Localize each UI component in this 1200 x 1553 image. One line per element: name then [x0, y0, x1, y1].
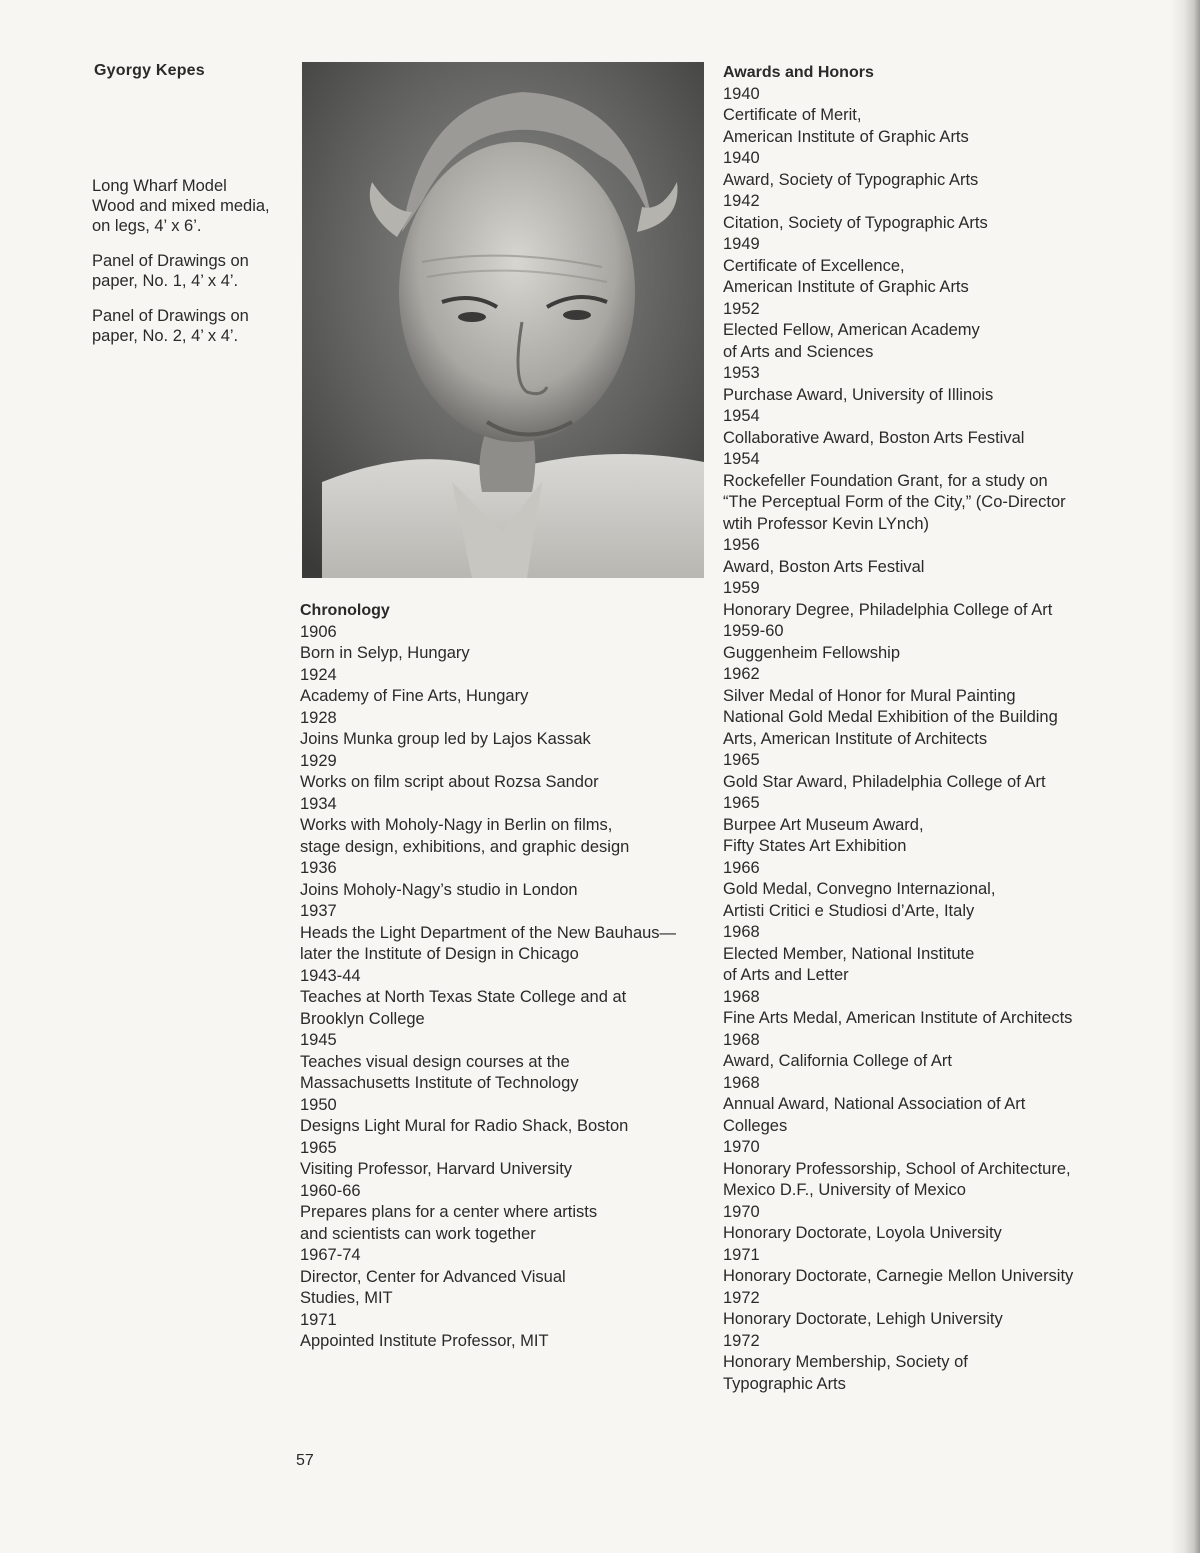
entry-year: 1959	[723, 579, 760, 597]
entry-description: Brooklyn College	[300, 1009, 425, 1028]
entry-year: 1972	[723, 1288, 760, 1307]
entry-year: 1970	[723, 1202, 760, 1221]
entry-description: Teaches at North Texas State College and at	[300, 988, 627, 1006]
entry-description: later the Institute of Design in Chicago	[300, 945, 579, 963]
work-line: Panel of Drawings on	[92, 307, 249, 325]
chronology-entry	[300, 901, 720, 966]
entry-year: 1968	[723, 923, 760, 941]
entry-description: Honorary Degree, Philadelphia College of Art	[723, 600, 1053, 619]
work-line: paper, No. 1, 4’ x 4’.	[92, 272, 239, 290]
entry-year: 1952	[723, 299, 760, 318]
entry-description: Elected Member, National Institute	[723, 944, 975, 963]
entry-year: 1967-74	[300, 1246, 361, 1264]
award-entry	[723, 299, 1143, 364]
award-entry	[723, 858, 1143, 923]
entry-year: 1934	[300, 794, 337, 813]
entry-description: Arts, American Institute of Architects	[723, 729, 988, 748]
portrait-illustration	[302, 62, 704, 578]
entry-description: Works with Moholy-Nagy in Berlin on films,	[300, 816, 613, 834]
entry-year: 1942	[723, 192, 760, 210]
entry-description: Purchase Award, University of Illinois	[723, 385, 994, 404]
entry-description: Artisti Critici e Studiosi d’Arte, Italy	[723, 901, 975, 920]
entry-description: Guggenheim Fellowship	[723, 643, 901, 662]
entry-year: 1956	[723, 536, 760, 554]
entry-description: Heads the Light Department of the New Bauhaus—	[300, 923, 677, 942]
page-number: 57	[296, 1452, 314, 1469]
award-entry	[723, 987, 1143, 1030]
entry-description: Honorary Doctorate, Carnegie Mellon University	[723, 1267, 1074, 1285]
entry-description: Elected Fellow, American Academy	[723, 321, 980, 339]
artist-name: Gyorgy Kepes	[94, 62, 205, 79]
entry-year: 1965	[723, 794, 760, 812]
entry-description: Award, Boston Arts Festival	[723, 557, 925, 576]
work-item	[92, 251, 292, 291]
chronology-heading: Chronology	[300, 602, 390, 619]
entry-description: Gold Medal, Convegno Internazional,	[723, 880, 996, 898]
entry-description: Honorary Professorship, School of Architecture,	[723, 1159, 1071, 1178]
entry-year: 1924	[300, 665, 337, 684]
portrait-photo	[302, 62, 704, 578]
entry-description: Honorary Doctorate, Lehigh University	[723, 1310, 1003, 1328]
entry-description: Works on film script about Rozsa Sandor	[300, 773, 599, 791]
entry-year: 1968	[723, 1073, 760, 1092]
entry-description: Award, California College of Art	[723, 1052, 952, 1070]
awards-list	[723, 84, 1143, 1396]
entry-description: Fine Arts Medal, American Institute of Architects	[723, 1009, 1073, 1027]
works-list	[92, 176, 292, 361]
chronology-entry	[300, 622, 720, 665]
entry-year: 1936	[300, 859, 337, 877]
entry-year: 1945	[300, 1031, 337, 1049]
work-item	[92, 176, 292, 236]
chronology-entry	[300, 858, 720, 901]
award-entry	[723, 664, 1143, 750]
chronology-entry	[300, 1310, 720, 1353]
entry-description: Visiting Professor, Harvard University	[300, 1160, 573, 1178]
entry-description: Joins Moholy-Nagy’s studio in London	[300, 880, 578, 899]
chronology-entry	[300, 1095, 720, 1138]
award-entry	[723, 1030, 1143, 1073]
chronology-entry	[300, 966, 720, 1031]
chronology-entry	[300, 1245, 720, 1310]
award-entry	[723, 1073, 1143, 1138]
entry-description: Designs Light Mural for Radio Shack, Boston	[300, 1117, 629, 1135]
entry-description: Mexico D.F., University of Mexico	[723, 1181, 966, 1199]
entry-year: 1954	[723, 450, 760, 468]
entry-description: Born in Selyp, Hungary	[300, 644, 470, 662]
entry-year: 1970	[723, 1138, 760, 1156]
awards-heading: Awards and Honors	[723, 64, 874, 81]
entry-description: Certificate of Excellence,	[723, 256, 905, 275]
entry-description: National Gold Medal Exhibition of the Building	[723, 708, 1058, 726]
award-entry	[723, 84, 1143, 149]
entry-description: Annual Award, National Association of Art	[723, 1095, 1026, 1113]
award-entry	[723, 1137, 1143, 1202]
work-line: Panel of Drawings on	[92, 252, 249, 270]
entry-description: Collaborative Award, Boston Arts Festival	[723, 428, 1025, 447]
entry-description: Academy of Fine Arts, Hungary	[300, 687, 529, 705]
work-line: Wood and mixed media,	[92, 197, 270, 215]
award-entry	[723, 621, 1143, 664]
entry-description: Certificate of Merit,	[723, 106, 862, 124]
award-entry	[723, 1288, 1143, 1331]
entry-year: 1928	[300, 708, 337, 727]
entry-year: 1950	[300, 1095, 337, 1114]
entry-description: Director, Center for Advanced Visual	[300, 1267, 566, 1286]
entry-year: 1937	[300, 902, 337, 920]
entry-year: 1968	[723, 987, 760, 1006]
chronology-list	[300, 622, 720, 1353]
entry-year: 1949	[723, 235, 760, 253]
award-entry	[723, 234, 1143, 299]
entry-year: 1940	[723, 149, 760, 167]
work-line: paper, No. 2, 4’ x 4’.	[92, 327, 239, 345]
awards-section	[723, 62, 1143, 1395]
chronology-entry	[300, 1138, 720, 1181]
entry-description: Silver Medal of Honor for Mural Painting	[723, 686, 1016, 705]
entry-year: 1965	[723, 751, 760, 769]
work-line: Long Wharf Model	[92, 177, 227, 195]
chronology-entry	[300, 708, 720, 751]
entry-year: 1959-60	[723, 622, 784, 640]
entry-description: wtih Professor Kevin LYnch)	[723, 514, 930, 533]
entry-description: American Institute of Graphic Arts	[723, 278, 969, 296]
chronology-section	[300, 600, 720, 1353]
entry-year: 1965	[300, 1138, 337, 1157]
chronology-entry	[300, 665, 720, 708]
award-entry	[723, 1245, 1143, 1288]
award-entry	[723, 578, 1143, 621]
chronology-entry	[300, 751, 720, 794]
entry-year: 1954	[723, 407, 760, 425]
entry-description: Appointed Institute Professor, MIT	[300, 1332, 549, 1350]
entry-description: Citation, Society of Typographic Arts	[723, 213, 988, 232]
page-edge-shadow	[1170, 0, 1200, 1553]
entry-description: Rockefeller Foundation Grant, for a study on	[723, 471, 1048, 490]
award-entry	[723, 750, 1143, 793]
entry-description: Prepares plans for a center where artists	[300, 1203, 598, 1221]
work-item	[92, 306, 292, 346]
entry-year: 1940	[723, 84, 760, 103]
award-entry	[723, 449, 1143, 535]
award-entry	[723, 793, 1143, 858]
entry-description: Gold Star Award, Philadelphia College of Art	[723, 772, 1046, 791]
chronology-entry	[300, 1030, 720, 1095]
entry-description: Studies, MIT	[300, 1289, 393, 1307]
entry-year: 1953	[723, 364, 760, 382]
entry-year: 1943-44	[300, 966, 361, 985]
entry-description: Fifty States Art Exhibition	[723, 837, 907, 855]
award-entry	[723, 363, 1143, 406]
award-entry	[723, 406, 1143, 449]
award-entry	[723, 535, 1143, 578]
award-entry	[723, 191, 1143, 234]
entry-description: Typographic Arts	[723, 1374, 846, 1393]
entry-description: “The Perceptual Form of the City,” (Co-Director	[723, 493, 1066, 511]
entry-description: Colleges	[723, 1116, 788, 1135]
award-entry	[723, 148, 1143, 191]
entry-description: of Arts and Sciences	[723, 342, 874, 361]
entry-description: of Arts and Letter	[723, 966, 849, 984]
entry-description: stage design, exhibitions, and graphic design	[300, 837, 630, 856]
entry-description: and scientists can work together	[300, 1224, 536, 1243]
entry-year: 1966	[723, 858, 760, 877]
entry-year: 1906	[300, 622, 337, 641]
entry-description: Award, Society of Typographic Arts	[723, 170, 979, 189]
award-entry	[723, 1331, 1143, 1396]
work-line: on legs, 4’ x 6’.	[92, 217, 202, 235]
entry-year: 1971	[723, 1245, 760, 1264]
entry-description: Honorary Doctorate, Loyola University	[723, 1224, 1002, 1242]
entry-description: Joins Munka group led by Lajos Kassak	[300, 730, 591, 748]
entry-year: 1929	[300, 751, 337, 770]
chronology-entry	[300, 794, 720, 859]
award-entry	[723, 922, 1143, 987]
entry-description: Burpee Art Museum Award,	[723, 815, 924, 834]
entry-year: 1960-66	[300, 1181, 361, 1200]
entry-description: American Institute of Graphic Arts	[723, 127, 969, 146]
chronology-entry	[300, 1181, 720, 1246]
entry-year: 1972	[723, 1331, 760, 1350]
entry-year: 1971	[300, 1310, 337, 1329]
entry-description: Teaches visual design courses at the	[300, 1052, 570, 1071]
award-entry	[723, 1202, 1143, 1245]
entry-description: Honorary Membership, Society of	[723, 1353, 968, 1371]
entry-description: Massachusetts Institute of Technology	[300, 1074, 579, 1092]
entry-year: 1968	[723, 1030, 760, 1049]
entry-year: 1962	[723, 665, 760, 683]
